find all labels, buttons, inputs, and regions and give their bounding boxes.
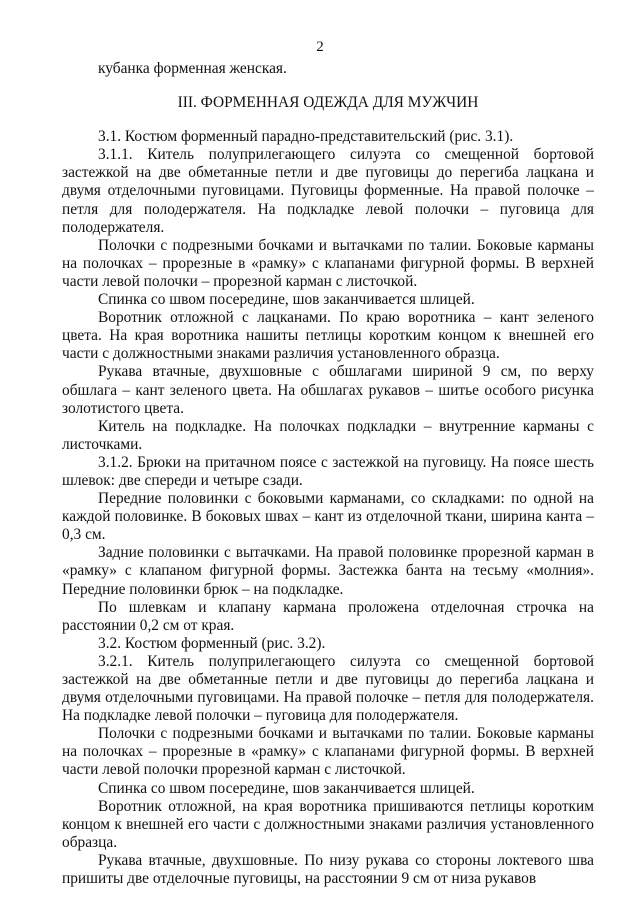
page-number: 2	[316, 39, 324, 55]
paragraph: Воротник отложной с лацканами. По краю воротника – кант зеленого цвета. На края воротника нашиты петлицы коротким концом к внешней его части с должностными знаками различия установленного образца.	[62, 309, 594, 363]
paragraph: 3.1.1. Китель полуприлегающего силуэта со смещенной бортовой застежкой на две обметанные петли и две пуговицы до перегиба лацкана и двумя отделочными пуговицами. Пуговицы форменные. На правой полочке – петля для полодержателя. На подкладке левой полочки – пуговица для полодержателя.	[62, 146, 594, 236]
paragraph: По шлевкам и клапану кармана проложена отделочная строчка на расстоянии 0,2 см от края.	[62, 598, 594, 634]
paragraph: Полочки с подрезными бочками и вытачками по талии. Боковые карманы на полочках – прорезные в «рамку» с клапанами фигурной формы. В верхней части левой полочки прорезной карман с листочкой.	[62, 725, 594, 779]
section-heading: III. ФОРМЕННАЯ ОДЕЖДА ДЛЯ МУЖЧИН	[177, 94, 479, 112]
paragraph: Передние половинки с боковыми карманами, со складками: по одной на каждой половинке. В боковых швах – кант из отделочной ткани, ширина канта – 0,3 см.	[62, 490, 594, 544]
paragraph: 3.1.2. Брюки на притачном поясе с застежкой на пуговицу. На поясе шесть шлевок: две спереди и четыре сзади.	[62, 453, 594, 489]
paragraph: Рукава втачные, двухшовные с обшлагами шириной 9 см, по верху обшлага – кант зеленого цвета. На обшлагах рукавов – шитье особого рисунка золотистого цвета.	[62, 363, 594, 417]
paragraph: Спинка со швом посередине, шов заканчивается шлицей.	[98, 291, 475, 309]
paragraph: Задние половинки с вытачками. На правой половинке прорезной карман в «рамку» с клапаном фигурной формы. Застежка банта на тесьму «молния». Передние половинки брюк – на подкладке.	[62, 544, 594, 598]
paragraph: Рукава втачные, двухшовные. По низу рукава со стороны локтевого шва пришиты две отделочные пуговицы, на расстоянии 9 см от низа рукавов	[62, 851, 594, 888]
paragraph: 3.2.1. Китель полуприлегающего силуэта со смещенной бортовой застежкой на две обметанные петли и две пуговицы до перегиба лацкана и двумя отделочными пуговицами. На правой полочке – петля для полодержателя. На подкладке левой полочки – пуговица для полодержателя.	[62, 652, 594, 725]
paragraph: Полочки с подрезными бочками и вытачками по талии. Боковые карманы на полочках – прорезные в «рамку» с клапанами фигурной формы. В верхней части левой полочки – прорезной карман с листочкой.	[62, 236, 594, 290]
paragraph: Воротник отложной, на края воротника пришиваются петлицы коротким концом к внешней его части с должностными знаками различия установленного образца.	[62, 797, 594, 851]
paragraph: Китель на подкладке. На полочках подкладки – внутренние карманы с листочками.	[62, 417, 594, 453]
document-body	[62, 60, 594, 888]
intro-line: кубанка форменная женская.	[98, 60, 287, 77]
paragraph: 3.2. Костюм форменный (рис. 3.2).	[98, 634, 326, 652]
paragraph: 3.1. Костюм форменный парадно-представительский (рис. 3.1).	[98, 128, 514, 146]
paragraph: Спинка со швом посередине, шов заканчивается шлицей.	[98, 779, 475, 797]
